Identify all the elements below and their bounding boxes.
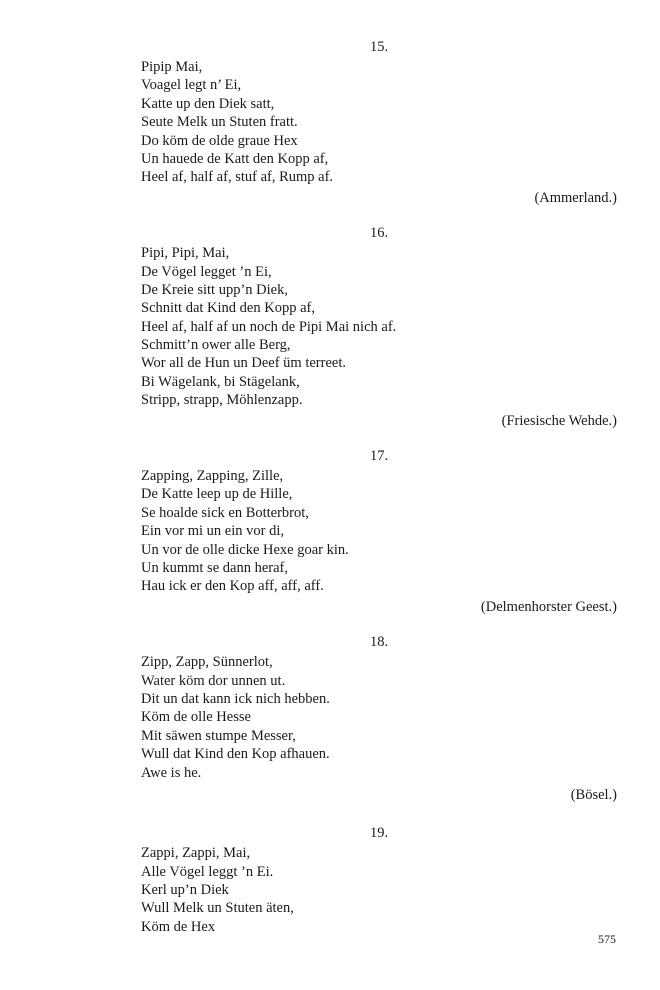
poem-number: 19. bbox=[369, 825, 389, 842]
poem-number: 18. bbox=[369, 634, 389, 651]
verse-line: Awe is he. bbox=[141, 764, 202, 781]
verse-line: Zapping, Zapping, Zille, bbox=[141, 468, 284, 485]
verse-line: Pipip Mai, bbox=[141, 59, 203, 75]
verse-line: Heel af, half af, stuf af, Rump af. bbox=[141, 169, 334, 186]
verse-line: Zappi, Zappi, Mai, bbox=[141, 845, 251, 862]
poem-15 bbox=[141, 38, 617, 207]
verse-line: Kerl up’n Diek bbox=[141, 882, 229, 899]
verse-line: Mit säwen stumpe Messer, bbox=[141, 727, 296, 744]
poem-verse bbox=[141, 844, 617, 936]
verse-line: Schmitt’n ower alle Berg, bbox=[141, 337, 291, 354]
verse-line: Do köm de olde graue Hex bbox=[141, 132, 298, 149]
verse-line: Bi Wägelank, bi Stägelank, bbox=[141, 373, 300, 390]
page-number: 575 bbox=[598, 932, 616, 946]
poem-verse bbox=[141, 58, 617, 187]
verse-line: Pipi, Pipi, Mai, bbox=[141, 245, 230, 262]
verse-line: Wull Melk un Stuten äten, bbox=[141, 900, 294, 917]
verse-line: Seute Melk un Stuten fratt. bbox=[141, 114, 298, 131]
verse-line: Alle Vögel leggt ’n Ei. bbox=[141, 863, 274, 880]
verse-line: Stripp, strapp, Möhlenzapp. bbox=[141, 392, 303, 409]
verse-line: Dit un dat kann ick nich hebben. bbox=[141, 690, 330, 707]
poem-number: 16. bbox=[369, 225, 389, 242]
poem-verse bbox=[141, 244, 617, 410]
poem-verse bbox=[141, 467, 617, 596]
verse-line: Köm de Hex bbox=[141, 918, 216, 935]
verse-line: Wor all de Hun un Deef üm terreet. bbox=[141, 355, 346, 372]
verse-line: Hau ick er den Kop aff, aff, aff. bbox=[141, 578, 324, 595]
verse-line: Wull dat Kind den Kop afhauen. bbox=[141, 746, 330, 763]
poem-17 bbox=[141, 447, 617, 616]
poem-16 bbox=[141, 224, 617, 430]
poem-number: 17. bbox=[369, 448, 389, 465]
poem-source: (Ammerland.) bbox=[534, 189, 617, 206]
verse-line: Se hoalde sick en Botterbrot, bbox=[141, 504, 309, 521]
poem-verse bbox=[141, 653, 617, 782]
verse-line: De Katte leep up de Hille, bbox=[141, 486, 293, 503]
verse-line: De Kreie sitt upp’n Diek, bbox=[141, 281, 288, 298]
poem-source: (Friesische Wehde.) bbox=[501, 412, 617, 429]
verse-line: Katte up den Diek satt, bbox=[141, 95, 275, 112]
verse-line: Water köm dor unnen ut. bbox=[141, 672, 286, 689]
poem-19 bbox=[141, 824, 617, 936]
verse-line: Heel af, half af un noch de Pipi Mai nich af. bbox=[141, 318, 397, 335]
poem-source: (Delmenhorster Geest.) bbox=[480, 598, 617, 615]
poem-source: (Bösel.) bbox=[570, 786, 617, 803]
verse-line: Zipp, Zapp, Sünnerlot, bbox=[141, 654, 273, 671]
verse-line: Ein vor mi un ein vor di, bbox=[141, 523, 284, 540]
verse-line: Un kummt se dann heraf, bbox=[141, 559, 288, 576]
verse-line: Voagel legt n’ Ei, bbox=[141, 77, 242, 94]
poem-18 bbox=[141, 633, 617, 804]
verse-line: Un vor de olle dicke Hexe goar kin. bbox=[141, 541, 349, 558]
verse-line: Un hauede de Katt den Kopp af, bbox=[141, 150, 329, 167]
poem-number: 15. bbox=[369, 39, 389, 55]
verse-line: De Vögel legget ’n Ei, bbox=[141, 263, 272, 280]
page-content bbox=[141, 38, 617, 936]
verse-line: Schnitt dat Kind den Kopp af, bbox=[141, 300, 315, 317]
verse-line: Köm de olle Hesse bbox=[141, 709, 251, 726]
